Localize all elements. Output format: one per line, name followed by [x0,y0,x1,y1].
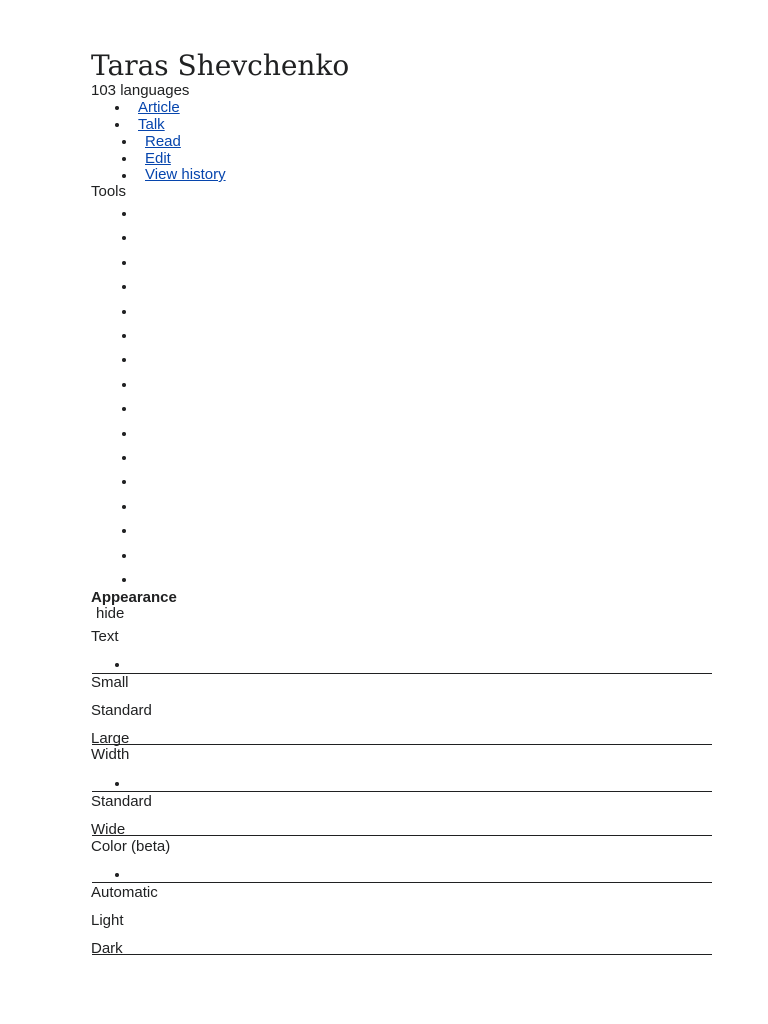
tools-list-item[interactable] [122,554,126,558]
tools-list-item[interactable] [122,432,126,436]
divider [92,882,712,883]
divider [92,673,712,674]
color-option-dark[interactable]: Dark [91,940,123,957]
tab-article[interactable]: Article [138,99,180,116]
tools-list-item[interactable] [122,456,126,460]
tools-list-item[interactable] [122,212,126,216]
tools-list-item[interactable] [122,383,126,387]
appearance-heading: Appearance [91,589,177,606]
tools-list-item[interactable] [122,480,126,484]
text-size-option-standard[interactable]: Standard [91,702,152,719]
list-bullet [122,174,126,178]
color-option-light[interactable]: Light [91,912,124,929]
width-option-wide[interactable]: Wide [91,821,126,838]
divider [92,744,712,745]
list-bullet [115,782,119,786]
text-size-label: Text [91,628,119,645]
divider [92,835,712,836]
tab-talk[interactable]: Talk [138,116,165,133]
divider [92,791,712,792]
tools-list-item[interactable] [122,334,126,338]
tools-list-item[interactable] [122,285,126,289]
text-size-option-large[interactable]: Large [91,730,130,747]
list-bullet [122,140,126,144]
text-size-option-small[interactable]: Small [91,674,129,691]
list-bullet [115,873,119,877]
tab-view-history[interactable]: View history [145,166,226,183]
tools-list-item[interactable] [122,578,126,582]
page-title: Taras Shevchenko [91,49,350,82]
tab-edit[interactable]: Edit [145,150,171,167]
width-label: Width [91,746,130,763]
tools-list-item[interactable] [122,261,126,265]
tools-list-item[interactable] [122,505,126,509]
tools-list-item[interactable] [122,529,126,533]
color-option-automatic[interactable]: Automatic [91,884,158,901]
tools-menu-label[interactable]: Tools [91,183,127,200]
tools-list-item[interactable] [122,310,126,314]
list-bullet [122,157,126,161]
width-option-standard[interactable]: Standard [91,793,152,810]
list-bullet [115,106,119,110]
divider [92,954,712,955]
tools-list-item[interactable] [122,358,126,362]
tab-read[interactable]: Read [145,133,181,150]
tools-list-item[interactable] [122,236,126,240]
appearance-hide-button[interactable]: hide [96,605,125,622]
color-label: Color (beta) [91,838,171,855]
list-bullet [115,123,119,127]
language-selector[interactable]: 103 languages [91,82,190,99]
list-bullet [115,663,119,667]
tools-list-item[interactable] [122,407,126,411]
